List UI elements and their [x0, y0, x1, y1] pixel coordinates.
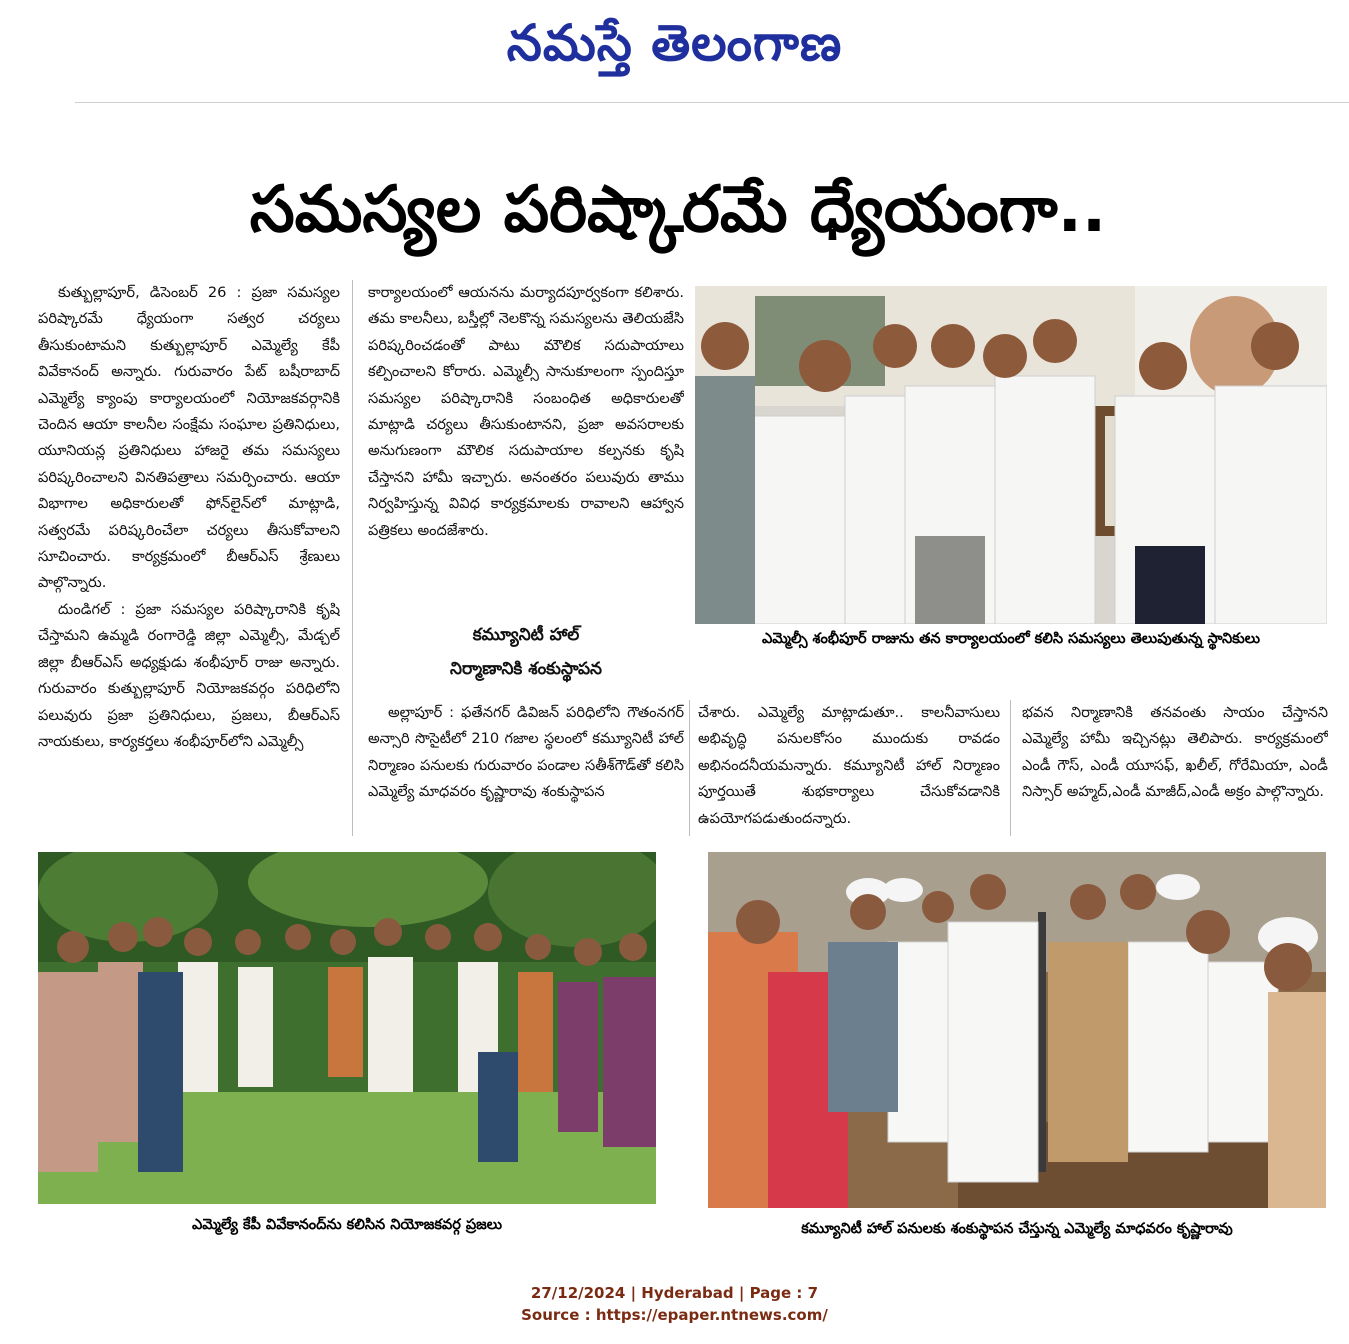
photo-office-meeting-caption: ఎమ్మెల్సీ శంభీపూర్ రాజును తన కార్యాలయంలో కలిసి సమస్యలు తెలుపుతున్న స్థానికులు: [761, 631, 1261, 647]
photo-foundation-ceremony-caption: కమ్యూనిటీ హాల్ పనులకు శంకుస్థాపన చేస్తున్న ఎమ్మెల్యే మాధవరం కృష్ణారావు: [801, 1221, 1233, 1237]
article2-paragraph: చేశారు. ఎమ్మెల్యే మాట్లాడుతూ.. కాలనీవాసులు అభివృద్ధి పనులకోసం ముందుకు రావడం అభినందనీయమన్నారు. కమ్యూనిటీ హాల్ నిర్మాణం పూర్తయితే శుభకార్యాలు చేసుకోవడానికి ఉపయోగపడుతుందన్నారు.: [698, 704, 1000, 827]
article1-column-1: [38, 280, 340, 836]
article1-paragraph: కుత్బుల్లాపూర్, డిసెంబర్ 26 : ప్రజా సమస్యల పరిష్కారమే ధ్యేయంగా సత్వర చర్యలు తీసుకుంటామని కుత్బుల్లాపూర్ ఎమ్మెల్యే కేపీ వివేకానంద్ అన్నారు. గురువారం పేట్ బషీరాబాద్ ఎమ్మెల్యే క్యాంపు కార్యాలయంలో నియోజకవర్గానికి చెందిన ఆయా కాలనీల సంక్షేమ సంఘాల ప్రతినిధులు, యూనియన్ల ప్రతినిధులు హాజరై తమ సమస్యలు పరిష్కరించాలని వినతిపత్రాలు సమర్పించారు. ఆయా విభాగాల అధికారులతో ఫోన్‌లైన్‌లో మాట్లాడి, సత్వరమే పరిష్కరించేలా చర్యలు తీసుకోవాలని సూచించారు. కార్యక్రమంలో బీఆర్‌ఎస్ శ్రేణులు పాల్గొన్నారు.: [38, 284, 340, 592]
article1-column-2: [368, 280, 684, 610]
article2-subhead-line2: నిర్మాణానికి శంకుస్థాపన: [450, 659, 602, 679]
column-divider: [689, 700, 690, 836]
photo-foundation-ceremony: [708, 852, 1326, 1208]
article2-subhead: [368, 618, 684, 686]
footer-dateline: 27/12/2024 | Hyderabad | Page : 7: [530, 1284, 819, 1302]
photo-office-meeting: [695, 286, 1327, 624]
article2-column-3: [698, 700, 1000, 836]
article1-paragraph: దుండిగల్ : ప్రజా సమస్యల పరిష్కారానికి కృషి చేస్తామని ఉమ్మడి రంగారెడ్డి జిల్లా ఎమ్మెల్సీ, మేడ్చల్ జిల్లా బీఆర్‌ఎస్ అధ్యక్షుడు శంభీపూర్ రాజు అన్నారు. గురువారం కుత్బుల్లాపూర్ నియోజకవర్గం పరిధిలోని పలువురు ప్రజా ప్రతినిధులు, ప్రజలు, బీఆర్‌ఎస్ నాయకులు, కార్యకర్తలు శంభీపూర్‌లోని ఎమ్మెల్సీ: [38, 600, 340, 750]
footer-source: Source : https://epaper.ntnews.com/: [521, 1306, 828, 1324]
article2-column-4: [1022, 700, 1328, 836]
article2-paragraph: అల్లాపూర్ : ఫతేనగర్ డివిజన్ పరిధిలోని గౌతంనగర్ అన్సారి సొసైటీలో 210 గజాల స్థలంలో కమ్యూనిటీ హాల్ నిర్మాణం పనులకు గురువారం పండాల సతీశ్‌గౌడ్‌తో కలిసి ఎమ్మెల్యే మాధవరం కృష్ణారావు శంకుస్థాపన: [368, 704, 684, 801]
headline: సమస్యల పరిష్కారమే ధ్యేయంగా..: [249, 173, 1107, 247]
article2-column-2: [368, 700, 684, 836]
column-divider: [1010, 700, 1011, 836]
column-divider: [352, 280, 353, 836]
article2-paragraph: భవన నిర్మాణానికి తనవంతు సాయం చేస్తానని ఎమ్మెల్యే హామీ ఇచ్చినట్లు తెలిపారు. కార్యక్రమంలో ఎండీ గౌస్, ఎండీ యూసఫ్, ఖలీల్, గోరేమియా, ఎండీ నిస్సార్ అహ్మద్,ఎండీ మాజీద్,ఎండీ అక్రం పాల్గొన్నారు.: [1022, 704, 1328, 801]
photo-garden-group-caption: ఎమ్మెల్యే కేపీ వివేకానంద్‌ను కలిసిన నియోజకవర్గ ప్రజలు: [191, 1217, 503, 1233]
masthead-title: నమస్తే తెలంగాణ: [506, 13, 843, 72]
photo-garden-group: [38, 852, 656, 1204]
article2-subhead-line1: కమ్యూనిటీ హాల్: [472, 625, 580, 645]
masthead-divider: [75, 102, 1349, 103]
article1-paragraph: కార్యాలయంలో ఆయనను మర్యాదపూర్వకంగా కలిశారు. తమ కాలనీలు, బస్తీల్లో నెలకొన్న సమస్యలను తెలియజేసి పరిష్కరించడంతో పాటు మౌలిక సదుపాయాలు కల్పించాలని కోరారు. ఎమ్మెల్సీ సానుకూలంగా స్పందిస్తూ సమస్యల పరిష్కారానికి సంబంధిత అధికారులతో మాట్లాడి చర్యలు తీసుకుంటానని, ప్రజా అవసరాలకు అనుగుణంగా మౌలిక సదుపాయాల కల్పనకు కృషి చేస్తానని హామీ ఇచ్చారు. అనంతరం పలువురు తాము నిర్వహిస్తున్న వివిధ కార్యక్రమాలకు రావాలని ఆహ్వాన పత్రికలు అందజేశారు.: [368, 284, 684, 539]
